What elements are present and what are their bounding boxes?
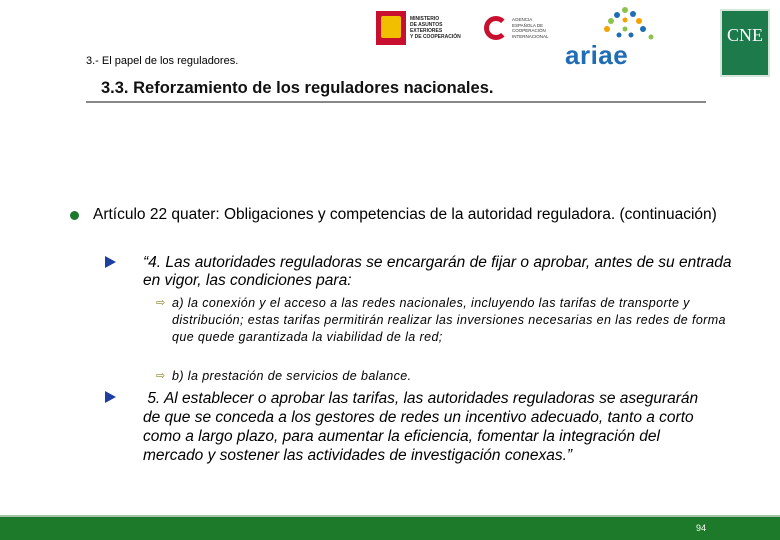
- page-title: 3.3. Reforzamiento de los reguladores nacionales.: [101, 79, 494, 97]
- spain-coat-of-arms-icon: [376, 11, 406, 45]
- bullet-dot-icon: [70, 211, 79, 220]
- arrow-right-icon: ⇨: [156, 297, 166, 309]
- triangle-bullet-icon: [105, 391, 116, 403]
- item-4a-text: a) la conexión y el acceso a las redes nacionales, incluyendo las tarifas de transporte y distribución; estas tarifas permitirán realizar las inversiones necesarias en las redes de forma que quede garantizada la viabilidad de la red;: [172, 296, 726, 344]
- footer-divider: [0, 515, 780, 517]
- aecid-logo-text: AGENCIA ESPAÑOLA DE COOPERACIÓN INTERNACIONAL: [512, 17, 549, 39]
- title-bar: [86, 69, 706, 103]
- main-bullet-text: Artículo 22 quater: Obligaciones y competencias de la autoridad reguladora. (continuación): [93, 206, 717, 223]
- item-4-text: “4. Las autoridades reguladoras se encargarán de fijar o aprobar, antes de su entrada en vigor, las condiciones para:: [143, 254, 732, 289]
- arrow-right-icon: ⇨: [156, 370, 166, 382]
- ministerio-logo-text: MINISTERIO DE ASUNTOS EXTERIORES Y DE COOPERACIÓN: [409, 16, 461, 40]
- page-number: 94: [696, 523, 707, 533]
- section-label: 3.- El papel de los reguladores.: [86, 55, 239, 67]
- ministerio-logo: [376, 10, 476, 46]
- ariae-wordmark: ariae: [565, 40, 629, 70]
- item-4b-text: b) la prestación de servicios de balance.: [172, 369, 412, 383]
- triangle-bullet-icon: [105, 256, 116, 268]
- aecid-c-icon: [484, 16, 508, 40]
- aecid-logo: [484, 10, 564, 46]
- item-5-text: 5. Al establecer o aprobar las tarifas, las autoridades reguladoras se asegurarán de que se conceda a los gestores de redes un incentivo adecuado, tanto a corto como a largo plazo, para aumentar la eficiencia, fomentar la integración del mercado y sostener las actividades de investigación conexas.”: [143, 390, 703, 464]
- ariae-logo: [565, 6, 661, 70]
- footer-bar: [0, 515, 780, 540]
- cne-logo: [720, 9, 770, 77]
- cne-wordmark: CNE: [727, 25, 763, 45]
